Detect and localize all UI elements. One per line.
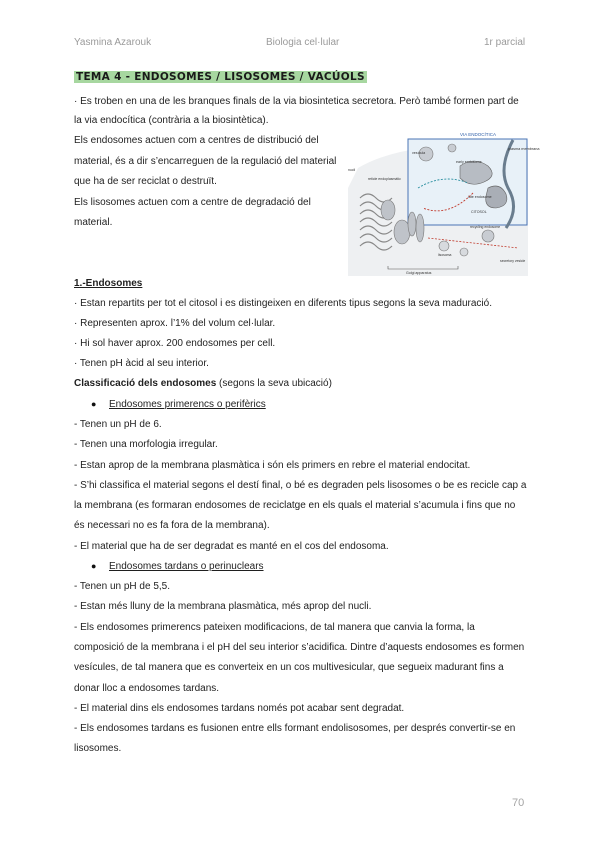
label-early-endosome: early endosome — [456, 160, 482, 164]
figure-illustration — [348, 128, 540, 276]
bullet-icon: ● — [91, 561, 97, 571]
intro-line: material, és a dir s’encarreguen de la regulació del material — [74, 156, 337, 167]
fact-line: · Hi sol haver aprox. 200 endosomes per cell. — [74, 338, 276, 349]
body-line: - Estan aprop de la membrana plasmàtica i són els primers en rebre el material endocitat. — [74, 460, 471, 471]
header-exam: 1r parcial — [484, 37, 526, 48]
bullet-icon: ● — [91, 399, 97, 409]
intro-line: la via endocítica (contrària a la biosintètica). — [74, 115, 269, 126]
label-reticle: reticle endoplasmàtic — [368, 177, 401, 181]
fact-line: · Estan repartits per tot el citosol i es distingeixen en diferents tipus segons la seva maduració. — [74, 298, 492, 309]
label-recycling-endosome: recycling endosome — [470, 225, 501, 229]
fact-line: · Representen aprox. l’1% del volum cel·lular. — [74, 318, 276, 329]
intro-line: Els lisosomes actuen com a centre de degradació del — [74, 197, 311, 208]
fact-line: · Tenen pH àcid al seu interior. — [74, 358, 209, 369]
body-line: donar lloc a endosomes tardans. — [74, 683, 220, 694]
body-line: composició de la membrana i el pH del seu interior s’acidifica. Dintre d’aquests endosomes es formen — [74, 642, 525, 653]
body-line: - Els endosomes tardans es fusionen entre ells formant endolisosomes, per després convertir-se en — [74, 723, 516, 734]
header-subject: Biologia cel·lular — [266, 37, 340, 48]
figure-title: VIA ENDOCÍTICA — [460, 132, 497, 137]
label-cytosol: CITOSOL — [471, 210, 487, 214]
body-line: - Els endosomes primerencs pateixen modificacions, de tal manera que canvia la forma, la — [74, 622, 475, 633]
body-line: la membrana (es formaran endosomes de reciclatge en els quals el material s’acumula i fins que no — [74, 500, 516, 511]
body-line: - El material dins els endosomes tardans només pot acabar sent degradat. — [74, 703, 405, 714]
label-vesicle: vesícula — [412, 151, 426, 155]
subsection-title: Endosomes tardans o perinuclears — [109, 561, 264, 572]
body-line: - El material que ha de ser degradat es manté en el cos del endosoma. — [74, 541, 389, 552]
classification-note: (segons la seva ubicació) — [216, 378, 332, 389]
section-heading: 1.-Endosomes — [74, 278, 143, 289]
header-author: Yasmina Azarouk — [74, 37, 152, 48]
label-golgi: Golgi apparatus — [406, 271, 432, 275]
intro-line: material. — [74, 217, 113, 228]
intro-line: que ha de ser reciclat o destruït. — [74, 176, 217, 187]
body-line: és necessari no es fa fora de la membrana). — [74, 520, 270, 531]
label-nucleus: nucli — [348, 168, 356, 172]
label-plasma-membrane: plasma membrana — [508, 147, 540, 151]
body-line: - Tenen un pH de 5,5. — [74, 581, 170, 592]
intro-line: · Es troben en una de les branques finals de la via biosintetica secretora. Però també formen part de — [74, 96, 519, 107]
subsection-title: Endosomes primerencs o perifèrics — [109, 399, 266, 410]
body-line: lisosomes. — [74, 743, 122, 754]
label-lysosome: lisosoma — [438, 253, 452, 257]
label-secretory-vesicle: secretory vesicle — [500, 259, 526, 263]
body-line: vesícules, de tal manera que es converteix en un cos multivesicular, que segueix madurant fins a — [74, 662, 504, 673]
body-line: - S’hi classifica el material segons el destí final, o bé es degraden pels lisosomes o be es recicle cap a — [74, 480, 527, 491]
body-line: - Tenen un pH de 6. — [74, 419, 162, 430]
body-line: - Estan més lluny de la membrana plasmàtica, més aprop del nucli. — [74, 601, 372, 612]
page-number: 70 — [512, 797, 525, 809]
endocytic-pathway-figure — [348, 128, 540, 276]
page-title: TEMA 4 - ENDOSOMES / LISOSOMES / VACÚOLS — [76, 71, 365, 83]
label-late-endosome: late endosome — [468, 195, 492, 199]
classification-line — [74, 377, 332, 390]
classification-title: Classificació dels endosomes — [74, 378, 217, 389]
intro-line: Els endosomes actuen com a centres de distribució del — [74, 135, 319, 146]
body-line: - Tenen una morfologia irregular. — [74, 439, 218, 450]
